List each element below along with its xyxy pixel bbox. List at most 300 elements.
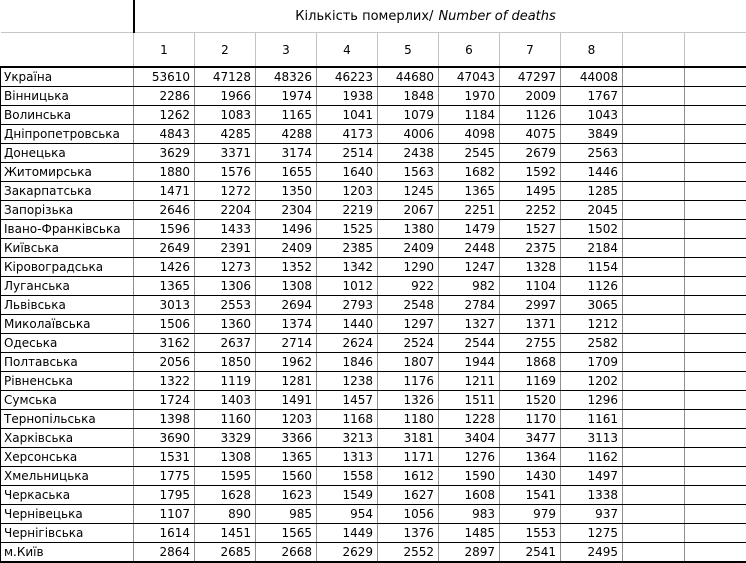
value-cell: 1449 — [317, 524, 378, 543]
empty-cell — [623, 87, 685, 106]
table-row — [1, 429, 746, 448]
value-cell: 4006 — [378, 125, 439, 144]
value-cell: 2552 — [378, 543, 439, 563]
value-cell: 3366 — [256, 429, 317, 448]
value-cell: 985 — [256, 505, 317, 524]
region-name-cell: Полтавська — [1, 353, 134, 372]
value-cell: 1563 — [378, 163, 439, 182]
empty-cell — [623, 144, 685, 163]
value-cell: 1596 — [134, 220, 195, 239]
value-cell: 1180 — [378, 410, 439, 429]
value-cell: 4075 — [500, 125, 561, 144]
value-cell: 1238 — [317, 372, 378, 391]
value-cell: 1285 — [561, 182, 623, 201]
empty-cell — [623, 67, 685, 87]
value-cell: 1165 — [256, 106, 317, 125]
value-cell: 4098 — [439, 125, 500, 144]
value-cell: 2793 — [317, 296, 378, 315]
value-cell: 1565 — [256, 524, 317, 543]
value-cell: 3690 — [134, 429, 195, 448]
column-header: 3 — [256, 33, 317, 68]
value-cell: 1083 — [195, 106, 256, 125]
value-cell: 3477 — [500, 429, 561, 448]
value-cell: 1306 — [195, 277, 256, 296]
value-cell: 1966 — [195, 87, 256, 106]
region-name-cell: Вінницька — [1, 87, 134, 106]
value-cell: 2524 — [378, 334, 439, 353]
empty-cell — [685, 163, 746, 182]
value-cell: 1184 — [439, 106, 500, 125]
value-cell: 1497 — [561, 467, 623, 486]
value-cell: 1041 — [317, 106, 378, 125]
value-cell: 1043 — [561, 106, 623, 125]
value-cell: 1495 — [500, 182, 561, 201]
value-cell: 982 — [439, 277, 500, 296]
value-cell: 2997 — [500, 296, 561, 315]
table-row — [1, 448, 746, 467]
empty-cell — [685, 410, 746, 429]
value-cell: 2375 — [500, 239, 561, 258]
region-name-cell: Тернопільська — [1, 410, 134, 429]
value-cell: 1171 — [378, 448, 439, 467]
value-cell: 1338 — [561, 486, 623, 505]
table-row — [1, 277, 746, 296]
value-cell: 1352 — [256, 258, 317, 277]
empty-cell — [685, 182, 746, 201]
table-title — [134, 0, 746, 33]
value-cell: 1297 — [378, 315, 439, 334]
value-cell: 47043 — [439, 67, 500, 87]
value-cell: 2649 — [134, 239, 195, 258]
value-cell: 1126 — [561, 277, 623, 296]
value-cell: 1079 — [378, 106, 439, 125]
column-header: 7 — [500, 33, 561, 68]
value-cell: 1623 — [256, 486, 317, 505]
table-row — [1, 410, 746, 429]
value-cell: 1440 — [317, 315, 378, 334]
value-cell: 2679 — [500, 144, 561, 163]
value-cell: 2385 — [317, 239, 378, 258]
region-name-cell: Житомирська — [1, 163, 134, 182]
value-cell: 2694 — [256, 296, 317, 315]
table-row — [1, 391, 746, 410]
empty-cell — [623, 372, 685, 391]
value-cell: 47297 — [500, 67, 561, 87]
value-cell: 2582 — [561, 334, 623, 353]
value-cell: 1520 — [500, 391, 561, 410]
column-header: 6 — [439, 33, 500, 68]
region-name-cell: Рівненська — [1, 372, 134, 391]
value-cell: 2646 — [134, 201, 195, 220]
value-cell: 1795 — [134, 486, 195, 505]
table-row — [1, 258, 746, 277]
value-cell: 1126 — [500, 106, 561, 125]
value-cell: 1273 — [195, 258, 256, 277]
empty-cell — [685, 201, 746, 220]
value-cell: 3213 — [317, 429, 378, 448]
value-cell: 1376 — [378, 524, 439, 543]
value-cell: 1496 — [256, 220, 317, 239]
value-cell: 1590 — [439, 467, 500, 486]
empty-cell — [685, 505, 746, 524]
empty-cell — [685, 467, 746, 486]
value-cell: 3174 — [256, 144, 317, 163]
empty-cell — [685, 391, 746, 410]
table-row — [1, 486, 746, 505]
region-name-cell: Київська — [1, 239, 134, 258]
empty-cell — [685, 277, 746, 296]
value-cell: 1775 — [134, 467, 195, 486]
value-cell: 1342 — [317, 258, 378, 277]
table-row — [1, 467, 746, 486]
empty-cell — [685, 87, 746, 106]
table-row — [1, 201, 746, 220]
column-header: 4 — [317, 33, 378, 68]
value-cell: 1176 — [378, 372, 439, 391]
region-name-cell: Сумська — [1, 391, 134, 410]
empty-cell — [623, 353, 685, 372]
value-cell: 1012 — [317, 277, 378, 296]
value-cell: 2714 — [256, 334, 317, 353]
region-name-cell: Черкаська — [1, 486, 134, 505]
empty-cell — [623, 163, 685, 182]
value-cell: 1506 — [134, 315, 195, 334]
value-cell: 1491 — [256, 391, 317, 410]
empty-cell — [685, 106, 746, 125]
value-cell: 1531 — [134, 448, 195, 467]
value-cell: 1245 — [378, 182, 439, 201]
value-cell: 1281 — [256, 372, 317, 391]
value-cell: 1970 — [439, 87, 500, 106]
value-cell: 1154 — [561, 258, 623, 277]
empty-cell — [623, 258, 685, 277]
value-cell: 1846 — [317, 353, 378, 372]
value-cell: 1709 — [561, 353, 623, 372]
value-cell: 1558 — [317, 467, 378, 486]
value-cell: 1479 — [439, 220, 500, 239]
empty-cell — [623, 182, 685, 201]
value-cell: 1365 — [134, 277, 195, 296]
table-title-english: Number of deaths — [438, 9, 555, 24]
value-cell: 1471 — [134, 182, 195, 201]
empty-cell — [685, 524, 746, 543]
empty-cell — [685, 125, 746, 144]
value-cell: 1203 — [317, 182, 378, 201]
value-cell: 3181 — [378, 429, 439, 448]
empty-cell — [685, 353, 746, 372]
value-cell: 2548 — [378, 296, 439, 315]
value-cell: 2219 — [317, 201, 378, 220]
value-cell: 1350 — [256, 182, 317, 201]
value-cell: 2286 — [134, 87, 195, 106]
table-row — [1, 524, 746, 543]
value-cell: 2304 — [256, 201, 317, 220]
empty-cell — [623, 429, 685, 448]
region-name-cell: Запорізька — [1, 201, 134, 220]
value-cell: 1527 — [500, 220, 561, 239]
value-cell: 1275 — [561, 524, 623, 543]
value-cell: 2438 — [378, 144, 439, 163]
value-cell: 1262 — [134, 106, 195, 125]
table-title-ukrainian: Кількість померлих/ — [295, 9, 433, 24]
region-name-cell: Львівська — [1, 296, 134, 315]
corner-cell-bottom — [1, 33, 134, 68]
region-name-cell: Чернігівська — [1, 524, 134, 543]
value-cell: 1868 — [500, 353, 561, 372]
value-cell: 1426 — [134, 258, 195, 277]
empty-cell — [623, 277, 685, 296]
value-cell: 1365 — [256, 448, 317, 467]
region-name-cell: м.Київ — [1, 543, 134, 563]
value-cell: 1560 — [256, 467, 317, 486]
table-body — [1, 67, 746, 562]
value-cell: 922 — [378, 277, 439, 296]
empty-cell — [623, 239, 685, 258]
value-cell: 3162 — [134, 334, 195, 353]
empty-cell — [685, 448, 746, 467]
value-cell: 3065 — [561, 296, 623, 315]
value-cell: 2184 — [561, 239, 623, 258]
empty-cell — [685, 258, 746, 277]
value-cell: 1327 — [439, 315, 500, 334]
table-row — [1, 334, 746, 353]
value-cell: 979 — [500, 505, 561, 524]
value-cell: 2541 — [500, 543, 561, 563]
region-name-cell: Івано-Франківська — [1, 220, 134, 239]
value-cell: 1161 — [561, 410, 623, 429]
value-cell: 1203 — [256, 410, 317, 429]
empty-cell — [623, 486, 685, 505]
value-cell: 44008 — [561, 67, 623, 87]
value-cell: 2067 — [378, 201, 439, 220]
value-cell: 1119 — [195, 372, 256, 391]
value-cell: 1446 — [561, 163, 623, 182]
value-cell: 2685 — [195, 543, 256, 563]
value-cell: 1576 — [195, 163, 256, 182]
value-cell: 1974 — [256, 87, 317, 106]
value-cell: 2624 — [317, 334, 378, 353]
value-cell: 1553 — [500, 524, 561, 543]
value-cell: 4173 — [317, 125, 378, 144]
value-cell: 2409 — [378, 239, 439, 258]
value-cell: 1160 — [195, 410, 256, 429]
value-cell: 2056 — [134, 353, 195, 372]
value-cell: 2553 — [195, 296, 256, 315]
value-cell: 2897 — [439, 543, 500, 563]
empty-cell — [623, 220, 685, 239]
value-cell: 3013 — [134, 296, 195, 315]
value-cell: 3113 — [561, 429, 623, 448]
corner-cell-top — [1, 0, 134, 33]
region-name-cell: Миколаївська — [1, 315, 134, 334]
value-cell: 1592 — [500, 163, 561, 182]
empty-cell — [623, 201, 685, 220]
value-cell: 1614 — [134, 524, 195, 543]
value-cell: 1944 — [439, 353, 500, 372]
value-cell: 2409 — [256, 239, 317, 258]
table-row — [1, 505, 746, 524]
region-name-cell: Чернівецька — [1, 505, 134, 524]
value-cell: 1360 — [195, 315, 256, 334]
value-cell: 2045 — [561, 201, 623, 220]
value-cell: 1628 — [195, 486, 256, 505]
value-cell: 1850 — [195, 353, 256, 372]
value-cell: 1276 — [439, 448, 500, 467]
value-cell: 890 — [195, 505, 256, 524]
value-cell: 954 — [317, 505, 378, 524]
value-cell: 1608 — [439, 486, 500, 505]
empty-cell — [685, 67, 746, 87]
value-cell: 1485 — [439, 524, 500, 543]
region-name-cell: Донецька — [1, 144, 134, 163]
region-name-cell: Кіровоградська — [1, 258, 134, 277]
value-cell: 2391 — [195, 239, 256, 258]
value-cell: 1228 — [439, 410, 500, 429]
value-cell: 1170 — [500, 410, 561, 429]
value-cell: 937 — [561, 505, 623, 524]
value-cell: 48326 — [256, 67, 317, 87]
column-header: 8 — [561, 33, 623, 68]
value-cell: 1247 — [439, 258, 500, 277]
value-cell: 1880 — [134, 163, 195, 182]
value-cell: 2448 — [439, 239, 500, 258]
empty-cell — [685, 315, 746, 334]
empty-cell — [623, 315, 685, 334]
empty-cell — [623, 448, 685, 467]
value-cell: 1502 — [561, 220, 623, 239]
value-cell: 1202 — [561, 372, 623, 391]
value-cell: 1433 — [195, 220, 256, 239]
empty-cell — [685, 334, 746, 353]
value-cell: 1380 — [378, 220, 439, 239]
value-cell: 2252 — [500, 201, 561, 220]
empty-cell — [685, 543, 746, 563]
column-header-row — [1, 33, 746, 68]
value-cell: 1104 — [500, 277, 561, 296]
table-row — [1, 87, 746, 106]
value-cell: 1767 — [561, 87, 623, 106]
value-cell: 47128 — [195, 67, 256, 87]
value-cell: 1403 — [195, 391, 256, 410]
empty-cell — [623, 296, 685, 315]
region-name-cell: Дніпропетровська — [1, 125, 134, 144]
value-cell: 1640 — [317, 163, 378, 182]
value-cell: 1328 — [500, 258, 561, 277]
value-cell: 2629 — [317, 543, 378, 563]
value-cell: 1162 — [561, 448, 623, 467]
empty-cell — [623, 125, 685, 144]
value-cell: 4843 — [134, 125, 195, 144]
value-cell: 1451 — [195, 524, 256, 543]
value-cell: 1724 — [134, 391, 195, 410]
region-name-cell: Харківська — [1, 429, 134, 448]
empty-cell — [685, 296, 746, 315]
value-cell: 1374 — [256, 315, 317, 334]
value-cell: 1313 — [317, 448, 378, 467]
table-row — [1, 543, 746, 563]
table-row — [1, 106, 746, 125]
value-cell: 3329 — [195, 429, 256, 448]
table-row — [1, 144, 746, 163]
value-cell: 1296 — [561, 391, 623, 410]
empty-cell — [623, 543, 685, 563]
empty-column-header — [623, 33, 685, 68]
title-row — [1, 0, 746, 33]
value-cell: 1848 — [378, 87, 439, 106]
value-cell: 1364 — [500, 448, 561, 467]
empty-cell — [623, 391, 685, 410]
value-cell: 46223 — [317, 67, 378, 87]
value-cell: 1655 — [256, 163, 317, 182]
value-cell: 2755 — [500, 334, 561, 353]
value-cell: 1627 — [378, 486, 439, 505]
table-row — [1, 239, 746, 258]
value-cell: 1212 — [561, 315, 623, 334]
region-name-cell: Волинська — [1, 106, 134, 125]
value-cell: 1056 — [378, 505, 439, 524]
value-cell: 3371 — [195, 144, 256, 163]
value-cell: 1511 — [439, 391, 500, 410]
value-cell: 1962 — [256, 353, 317, 372]
value-cell: 2495 — [561, 543, 623, 563]
table-row — [1, 220, 746, 239]
table-row — [1, 296, 746, 315]
value-cell: 2009 — [500, 87, 561, 106]
value-cell: 4285 — [195, 125, 256, 144]
empty-cell — [623, 410, 685, 429]
empty-cell — [623, 467, 685, 486]
column-header: 1 — [134, 33, 195, 68]
value-cell: 1612 — [378, 467, 439, 486]
region-name-cell: Луганська — [1, 277, 134, 296]
empty-column-header — [685, 33, 746, 68]
value-cell: 2544 — [439, 334, 500, 353]
value-cell: 1326 — [378, 391, 439, 410]
value-cell: 1682 — [439, 163, 500, 182]
table-row — [1, 125, 746, 144]
value-cell: 2637 — [195, 334, 256, 353]
value-cell: 2668 — [256, 543, 317, 563]
table-row — [1, 163, 746, 182]
region-name-cell: Херсонська — [1, 448, 134, 467]
value-cell: 1211 — [439, 372, 500, 391]
value-cell: 2251 — [439, 201, 500, 220]
value-cell: 2545 — [439, 144, 500, 163]
value-cell: 1365 — [439, 182, 500, 201]
empty-cell — [623, 106, 685, 125]
value-cell: 1938 — [317, 87, 378, 106]
value-cell: 1107 — [134, 505, 195, 524]
empty-cell — [685, 220, 746, 239]
value-cell: 1371 — [500, 315, 561, 334]
value-cell: 1549 — [317, 486, 378, 505]
value-cell: 1807 — [378, 353, 439, 372]
empty-cell — [623, 505, 685, 524]
empty-cell — [685, 239, 746, 258]
value-cell: 2514 — [317, 144, 378, 163]
column-header: 2 — [195, 33, 256, 68]
table-row — [1, 315, 746, 334]
region-name-cell: Одеська — [1, 334, 134, 353]
table-row — [1, 182, 746, 201]
column-header: 5 — [378, 33, 439, 68]
value-cell: 1430 — [500, 467, 561, 486]
empty-cell — [685, 372, 746, 391]
value-cell: 1541 — [500, 486, 561, 505]
value-cell: 1290 — [378, 258, 439, 277]
value-cell: 3849 — [561, 125, 623, 144]
value-cell: 1457 — [317, 391, 378, 410]
